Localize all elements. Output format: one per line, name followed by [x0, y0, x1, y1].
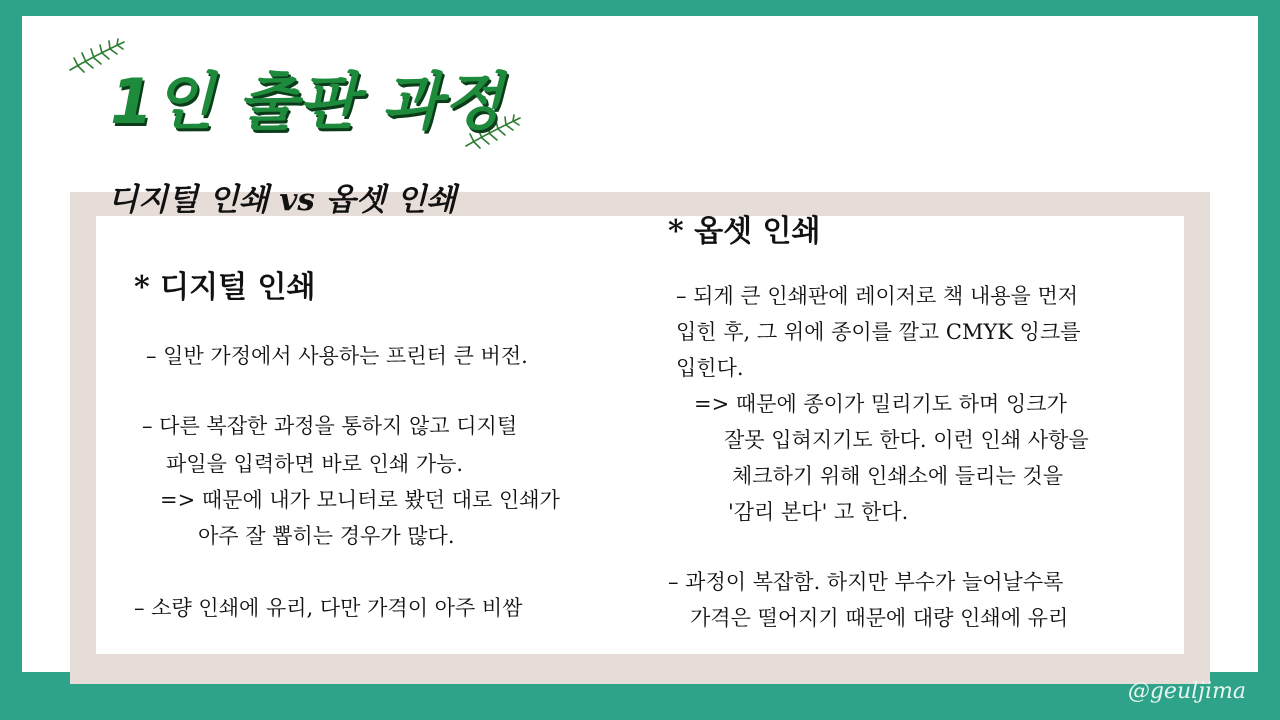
digital-heading: * 디지털 인쇄	[134, 270, 316, 305]
slide-title: 1인 출판 과정	[110, 65, 504, 138]
digital-line: – 소량 인쇄에 유리, 다만 가격이 아주 비쌈	[134, 596, 523, 620]
offset-line: 입힌 후, 그 위에 종이를 깔고 CMYK 잉크를	[676, 320, 1081, 344]
offset-line: => 때문에 종이가 밀리기도 하며 잉크가	[694, 392, 1067, 416]
offset-line: 입힌다.	[676, 356, 744, 380]
offset-line: 가격은 떨어지기 때문에 대량 인쇄에 유리	[690, 606, 1069, 630]
offset-line: '감리 본다' 고 한다.	[728, 500, 909, 524]
digital-line: 파일을 입력하면 바로 인쇄 가능.	[166, 452, 464, 476]
slide-subtitle: 디지털 인쇄 vs 옵셋 인쇄	[108, 182, 457, 218]
offset-line: 체크하기 위해 인쇄소에 들리는 것을	[732, 464, 1063, 488]
digital-line: 아주 잘 뽑히는 경우가 많다.	[198, 524, 455, 548]
offset-line: – 되게 큰 인쇄판에 레이저로 책 내용을 먼저	[676, 284, 1079, 308]
offset-line: – 과정이 복잡함. 하지만 부수가 늘어날수록	[668, 570, 1064, 594]
offset-line: 잘못 입혀지기도 한다. 이런 인쇄 사항을	[724, 428, 1089, 452]
digital-line: => 때문에 내가 모니터로 봤던 대로 인쇄가	[160, 488, 560, 512]
digital-line: – 일반 가정에서 사용하는 프린터 큰 버전.	[146, 344, 528, 368]
offset-heading: * 옵셋 인쇄	[668, 214, 821, 249]
author-watermark: @geuljima	[1127, 679, 1246, 704]
digital-line: – 다른 복잡한 과정을 통하지 않고 디지털	[142, 414, 518, 438]
